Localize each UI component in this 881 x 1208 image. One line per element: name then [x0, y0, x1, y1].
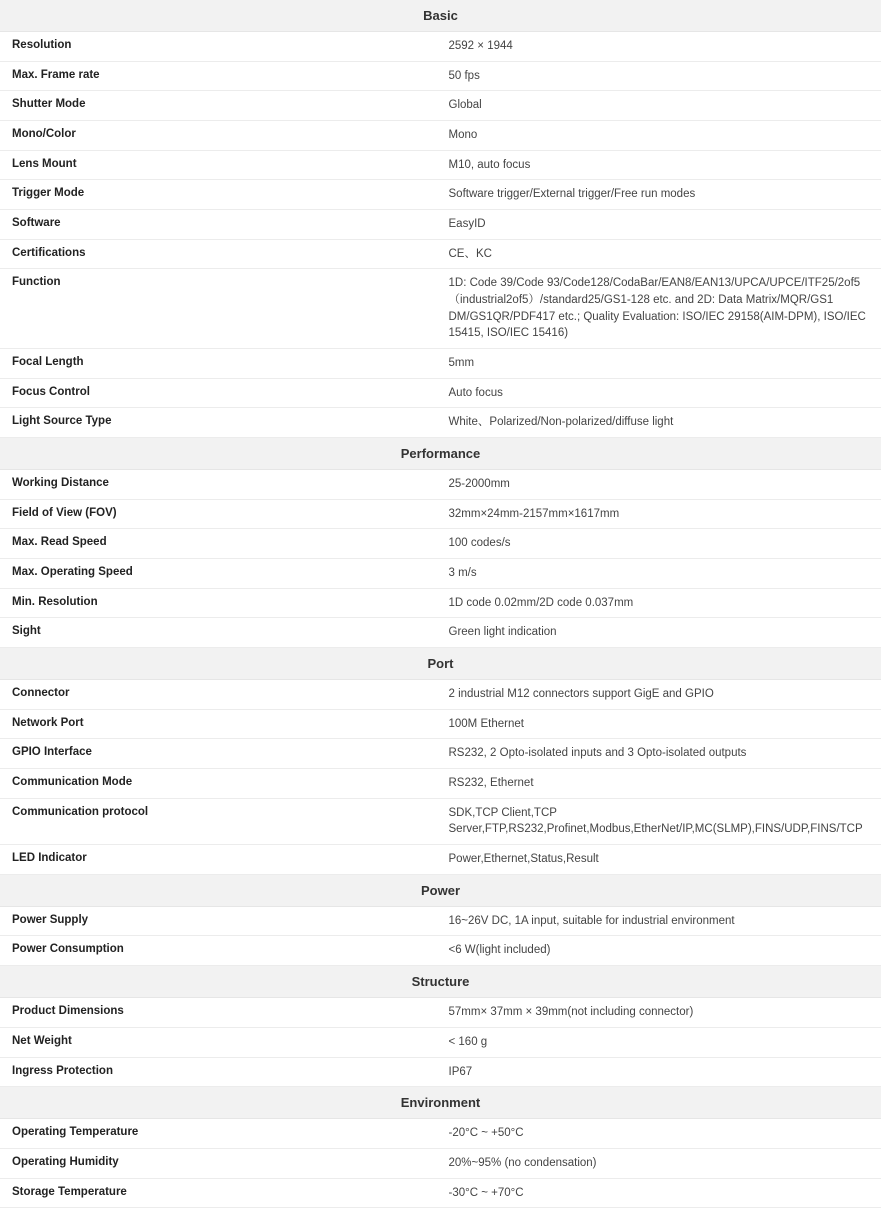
table-row: [0, 769, 881, 799]
section-header-row: [0, 966, 881, 998]
table-row: [0, 588, 881, 618]
spec-value: 16~26V DC, 1A input, suitable for industrial environment: [441, 906, 881, 936]
spec-value: 1D: Code 39/Code 93/Code128/CodaBar/EAN8/EAN13/UPCA/UPCE/ITF25/2of5（industrial2of5）/standard25/GS1-128 etc. and 2D: Data Matrix/MQR/GS1 DM/GS1QR/PDF417 etc.; Quality Evaluation: ISO/IEC 29158(AIM-DPM), ISO/IEC 15415, ISO/IEC 15416): [441, 269, 881, 349]
spec-label: Light Source Type: [0, 408, 441, 438]
table-row: [0, 150, 881, 180]
table-row: [0, 269, 881, 349]
spec-label: Shutter Mode: [0, 91, 441, 121]
spec-value: 2592 × 1944: [441, 32, 881, 62]
spec-label: Operating Humidity: [0, 1148, 441, 1178]
table-row: [0, 1027, 881, 1057]
section-title: Performance: [0, 438, 881, 470]
spec-value: Global: [441, 91, 881, 121]
spec-label: Power Consumption: [0, 936, 441, 966]
spec-value: CE、KC: [441, 239, 881, 269]
spec-label: Power Supply: [0, 906, 441, 936]
spec-label: Lens Mount: [0, 150, 441, 180]
table-row: [0, 378, 881, 408]
spec-value: 2 industrial M12 connectors support GigE and GPIO: [441, 680, 881, 710]
spec-value: White、Polarized/Non-polarized/diffuse light: [441, 408, 881, 438]
spec-value: SDK,TCP Client,TCP Server,FTP,RS232,Profinet,Modbus,EtherNet/IP,MC(SLMP),FINS/UDP,FINS/TCP: [441, 798, 881, 844]
spec-value: EasyID: [441, 210, 881, 240]
table-row: [0, 845, 881, 875]
spec-label: Max. Read Speed: [0, 529, 441, 559]
spec-value: -20°C ~ +50°C: [441, 1119, 881, 1149]
table-row: [0, 709, 881, 739]
table-row: [0, 349, 881, 379]
table-row: [0, 998, 881, 1028]
spec-value: Mono: [441, 121, 881, 151]
table-row: [0, 32, 881, 62]
table-row: [0, 680, 881, 710]
section-header-row: [0, 1087, 881, 1119]
spec-label: Max. Operating Speed: [0, 559, 441, 589]
spec-value: IP67: [441, 1057, 881, 1087]
spec-label: Resolution: [0, 32, 441, 62]
spec-label: Certifications: [0, 239, 441, 269]
spec-label: Trigger Mode: [0, 180, 441, 210]
spec-value: RS232, Ethernet: [441, 769, 881, 799]
table-row: [0, 91, 881, 121]
section-title: Structure: [0, 966, 881, 998]
table-row: [0, 470, 881, 500]
table-row: [0, 408, 881, 438]
spec-value: M10, auto focus: [441, 150, 881, 180]
spec-label: Communication protocol: [0, 798, 441, 844]
table-row: [0, 936, 881, 966]
spec-label: Working Distance: [0, 470, 441, 500]
spec-value: 57mm× 37mm × 39mm(not including connector): [441, 998, 881, 1028]
table-row: [0, 239, 881, 269]
table-row: [0, 61, 881, 91]
table-row: [0, 739, 881, 769]
table-row: [0, 210, 881, 240]
spec-label: Field of View (FOV): [0, 499, 441, 529]
spec-value: 100 codes/s: [441, 529, 881, 559]
spec-label: Max. Frame rate: [0, 61, 441, 91]
spec-value: <6 W(light included): [441, 936, 881, 966]
spec-value: Auto focus: [441, 378, 881, 408]
spec-value: 100M Ethernet: [441, 709, 881, 739]
table-row: [0, 529, 881, 559]
spec-label: Product Dimensions: [0, 998, 441, 1028]
table-row: [0, 180, 881, 210]
spec-label: Operating Temperature: [0, 1119, 441, 1149]
spec-value: < 160 g: [441, 1027, 881, 1057]
spec-value: -30°C ~ +70°C: [441, 1178, 881, 1208]
table-row: [0, 1119, 881, 1149]
spec-label: Net Weight: [0, 1027, 441, 1057]
spec-value: 1D code 0.02mm/2D code 0.037mm: [441, 588, 881, 618]
spec-label: Mono/Color: [0, 121, 441, 151]
table-row: [0, 559, 881, 589]
section-header-row: [0, 0, 881, 32]
table-row: [0, 499, 881, 529]
spec-label: Min. Resolution: [0, 588, 441, 618]
spec-label: Storage Temperature: [0, 1178, 441, 1208]
section-header-row: [0, 874, 881, 906]
spec-value: Green light indication: [441, 618, 881, 648]
spec-value: 5mm: [441, 349, 881, 379]
section-title: Basic: [0, 0, 881, 32]
spec-label: Focus Control: [0, 378, 441, 408]
table-row: [0, 798, 881, 844]
spec-value: RS232, 2 Opto-isolated inputs and 3 Opto-isolated outputs: [441, 739, 881, 769]
spec-value: 32mm×24mm-2157mm×1617mm: [441, 499, 881, 529]
spec-value: 50 fps: [441, 61, 881, 91]
spec-label: Communication Mode: [0, 769, 441, 799]
spec-label: Connector: [0, 680, 441, 710]
section-title: Power: [0, 874, 881, 906]
spec-label: GPIO Interface: [0, 739, 441, 769]
table-row: [0, 121, 881, 151]
table-row: [0, 618, 881, 648]
spec-label: Ingress Protection: [0, 1057, 441, 1087]
spec-value: Software trigger/External trigger/Free run modes: [441, 180, 881, 210]
spec-value: 25-2000mm: [441, 470, 881, 500]
spec-label: Function: [0, 269, 441, 349]
spec-value: 20%~95% (no condensation): [441, 1148, 881, 1178]
spec-label: Sight: [0, 618, 441, 648]
spec-value: 3 m/s: [441, 559, 881, 589]
section-title: Environment: [0, 1087, 881, 1119]
table-row: [0, 1148, 881, 1178]
spec-label: Network Port: [0, 709, 441, 739]
table-row: [0, 1057, 881, 1087]
spec-label: Software: [0, 210, 441, 240]
spec-label: LED Indicator: [0, 845, 441, 875]
section-title: Port: [0, 648, 881, 680]
section-header-row: [0, 648, 881, 680]
section-header-row: [0, 438, 881, 470]
spec-label: Focal Length: [0, 349, 441, 379]
table-row: [0, 906, 881, 936]
table-row: [0, 1178, 881, 1208]
spec-value: Power,Ethernet,Status,Result: [441, 845, 881, 875]
